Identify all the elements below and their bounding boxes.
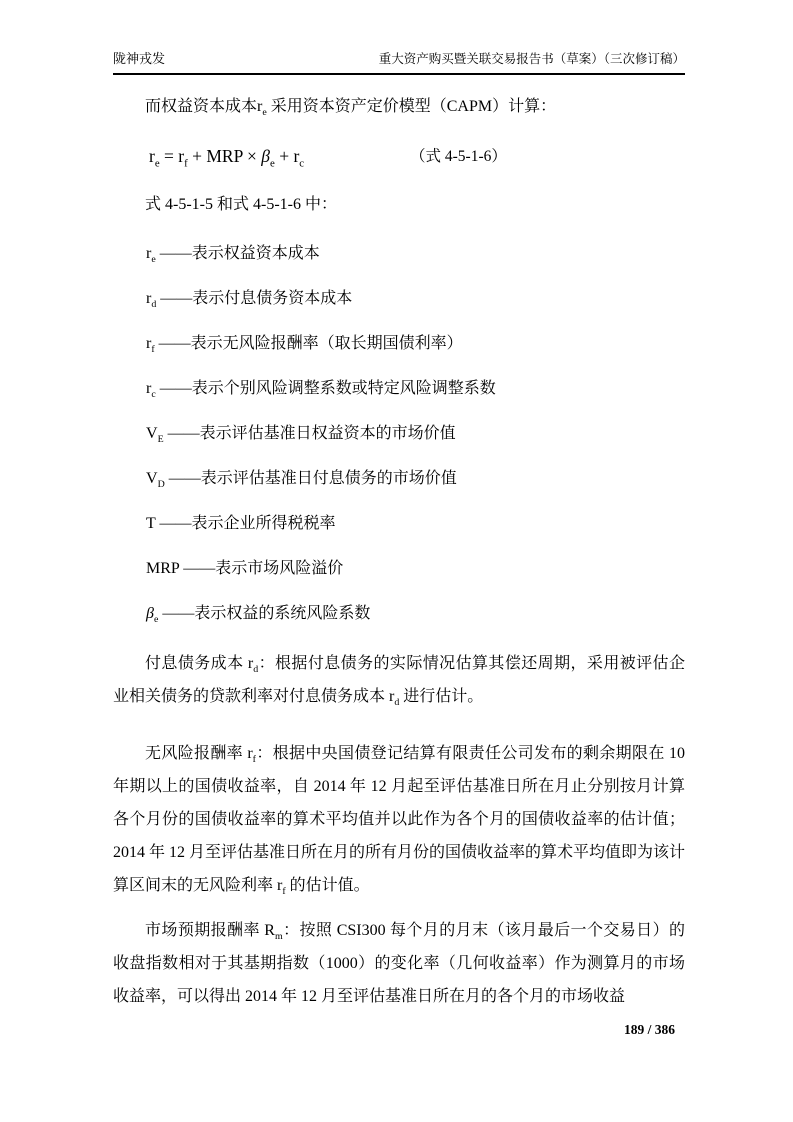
definition-item: [146, 558, 685, 580]
text-segment: ：根据付息债务的实际情况估算其偿还周期，采用被评估企业相关债务的贷款利率对付息债务成本 r: [113, 655, 685, 705]
text-segment: r: [146, 335, 152, 352]
text-segment: 付息债务成本 r: [145, 655, 254, 672]
symbol-definitions-list: [113, 243, 685, 625]
text-segment: r: [146, 290, 152, 307]
text-segment: ——表示个别风险调整系数或特定风险调整系数: [155, 380, 496, 397]
paragraph-debt-cost: [113, 647, 685, 713]
text-segment: β: [261, 146, 271, 166]
subscript-text: c: [151, 389, 156, 401]
header-company-name: 陇神戎发: [113, 51, 166, 66]
subscript-text: e: [154, 157, 160, 170]
subscript-text: e: [151, 254, 156, 266]
definition-item: [146, 243, 685, 265]
definition-item: [146, 423, 685, 445]
definition-item: [146, 513, 685, 535]
definition-item: [146, 603, 685, 625]
page-content: [0, 50, 793, 1013]
subscript-text: e: [270, 157, 275, 170]
capm-formula: [149, 146, 305, 170]
subscript-text: f: [252, 754, 256, 766]
subscript-text: E: [157, 434, 164, 446]
page-header: [113, 50, 685, 75]
definition-item: [146, 378, 685, 400]
text-segment: r: [257, 98, 263, 115]
text-segment: = r: [159, 146, 185, 166]
text-segment: V: [146, 425, 158, 442]
header-report-title: 重大资产购买暨关联交易报告书（草案）（三次修订稿）: [378, 52, 685, 66]
text-segment: β: [146, 605, 154, 622]
formula-references-line: 式 4-5-1-5 和式 4-5-1-6 中：: [145, 196, 337, 213]
text-segment: ——表示评估基准日权益资本的市场价值: [163, 425, 456, 442]
text-segment: ——表示评估基准日付息债务的市场价值: [164, 470, 457, 487]
subscript-text: m: [274, 931, 283, 943]
text-segment: ：根据中央国债登记结算有限责任公司发布的剩余期限在 10 年期以上的国债收益率，自 2014 年 12 月起至评估基准日所在月止分别按月计算各个月份的国债收益率的算术平均值并以此作为各个月的国债收益率的估计值；2014 年 12 月至评估基准日所在月的所有月份的国债收益率的算术平均值即为该计算区间末的无风险利率 r: [113, 745, 686, 894]
text-segment: 的估计值。: [285, 877, 370, 894]
definition-item: [146, 333, 685, 355]
definition-item: [146, 468, 685, 490]
text-segment: 采用资本资产定价模型（CAPM）计算：: [266, 98, 557, 115]
subscript-text: e: [153, 614, 159, 626]
text-segment: 市场预期报酬率 R: [145, 922, 275, 939]
subscript-text: D: [157, 479, 165, 491]
definition-item: [146, 288, 685, 310]
formula-equation-label: （式 4-5-1-6）: [410, 148, 507, 165]
subscript-text: d: [394, 697, 400, 709]
text-segment: ——表示付息债务资本成本: [156, 290, 353, 307]
paragraph-capm-intro: [113, 90, 685, 123]
text-segment: r: [149, 146, 155, 166]
subscript-text: d: [151, 299, 157, 311]
subscript-text: f: [151, 344, 155, 356]
text-segment: V: [146, 470, 158, 487]
text-segment: 无风险报酬率 r: [145, 745, 253, 762]
formula-row: [113, 140, 685, 173]
text-segment: ——表示权益的系统风险系数: [158, 605, 371, 622]
subscript-text: f: [184, 157, 188, 170]
subscript-text: c: [299, 157, 305, 170]
text-segment: ——表示无风险报酬率（取长期国债利率）: [154, 335, 463, 352]
text-segment: + MRP ×: [187, 146, 262, 166]
text-segment: r: [146, 245, 152, 262]
page-number: 189 / 386: [623, 1022, 675, 1037]
text-segment: + r: [274, 146, 300, 166]
paragraph-risk-free-rate: [113, 737, 685, 902]
paragraph-market-expected-return: [113, 914, 685, 1013]
subscript-text: f: [282, 886, 286, 898]
text-segment: ——表示权益资本成本: [155, 245, 320, 262]
text-segment: 进行估计。: [399, 688, 484, 705]
text-segment: r: [146, 380, 152, 397]
text-segment: MRP ——表示市场风险溢价: [146, 560, 344, 577]
subscript-text: e: [262, 107, 267, 119]
subscript-text: d: [253, 664, 259, 676]
text-segment: 而权益资本成本: [145, 98, 258, 115]
text-segment: T ——表示企业所得税税率: [146, 515, 336, 532]
text-segment: ：按照 CSI300 每个月的月末（该月最后一个交易日）的收盘指数相对于其基期指数（1000）的变化率（几何收益率）作为测算月的市场收益率，可以得出 2014 年 12 月至评估基准日所在月的各个月的市场收益: [113, 922, 685, 1005]
